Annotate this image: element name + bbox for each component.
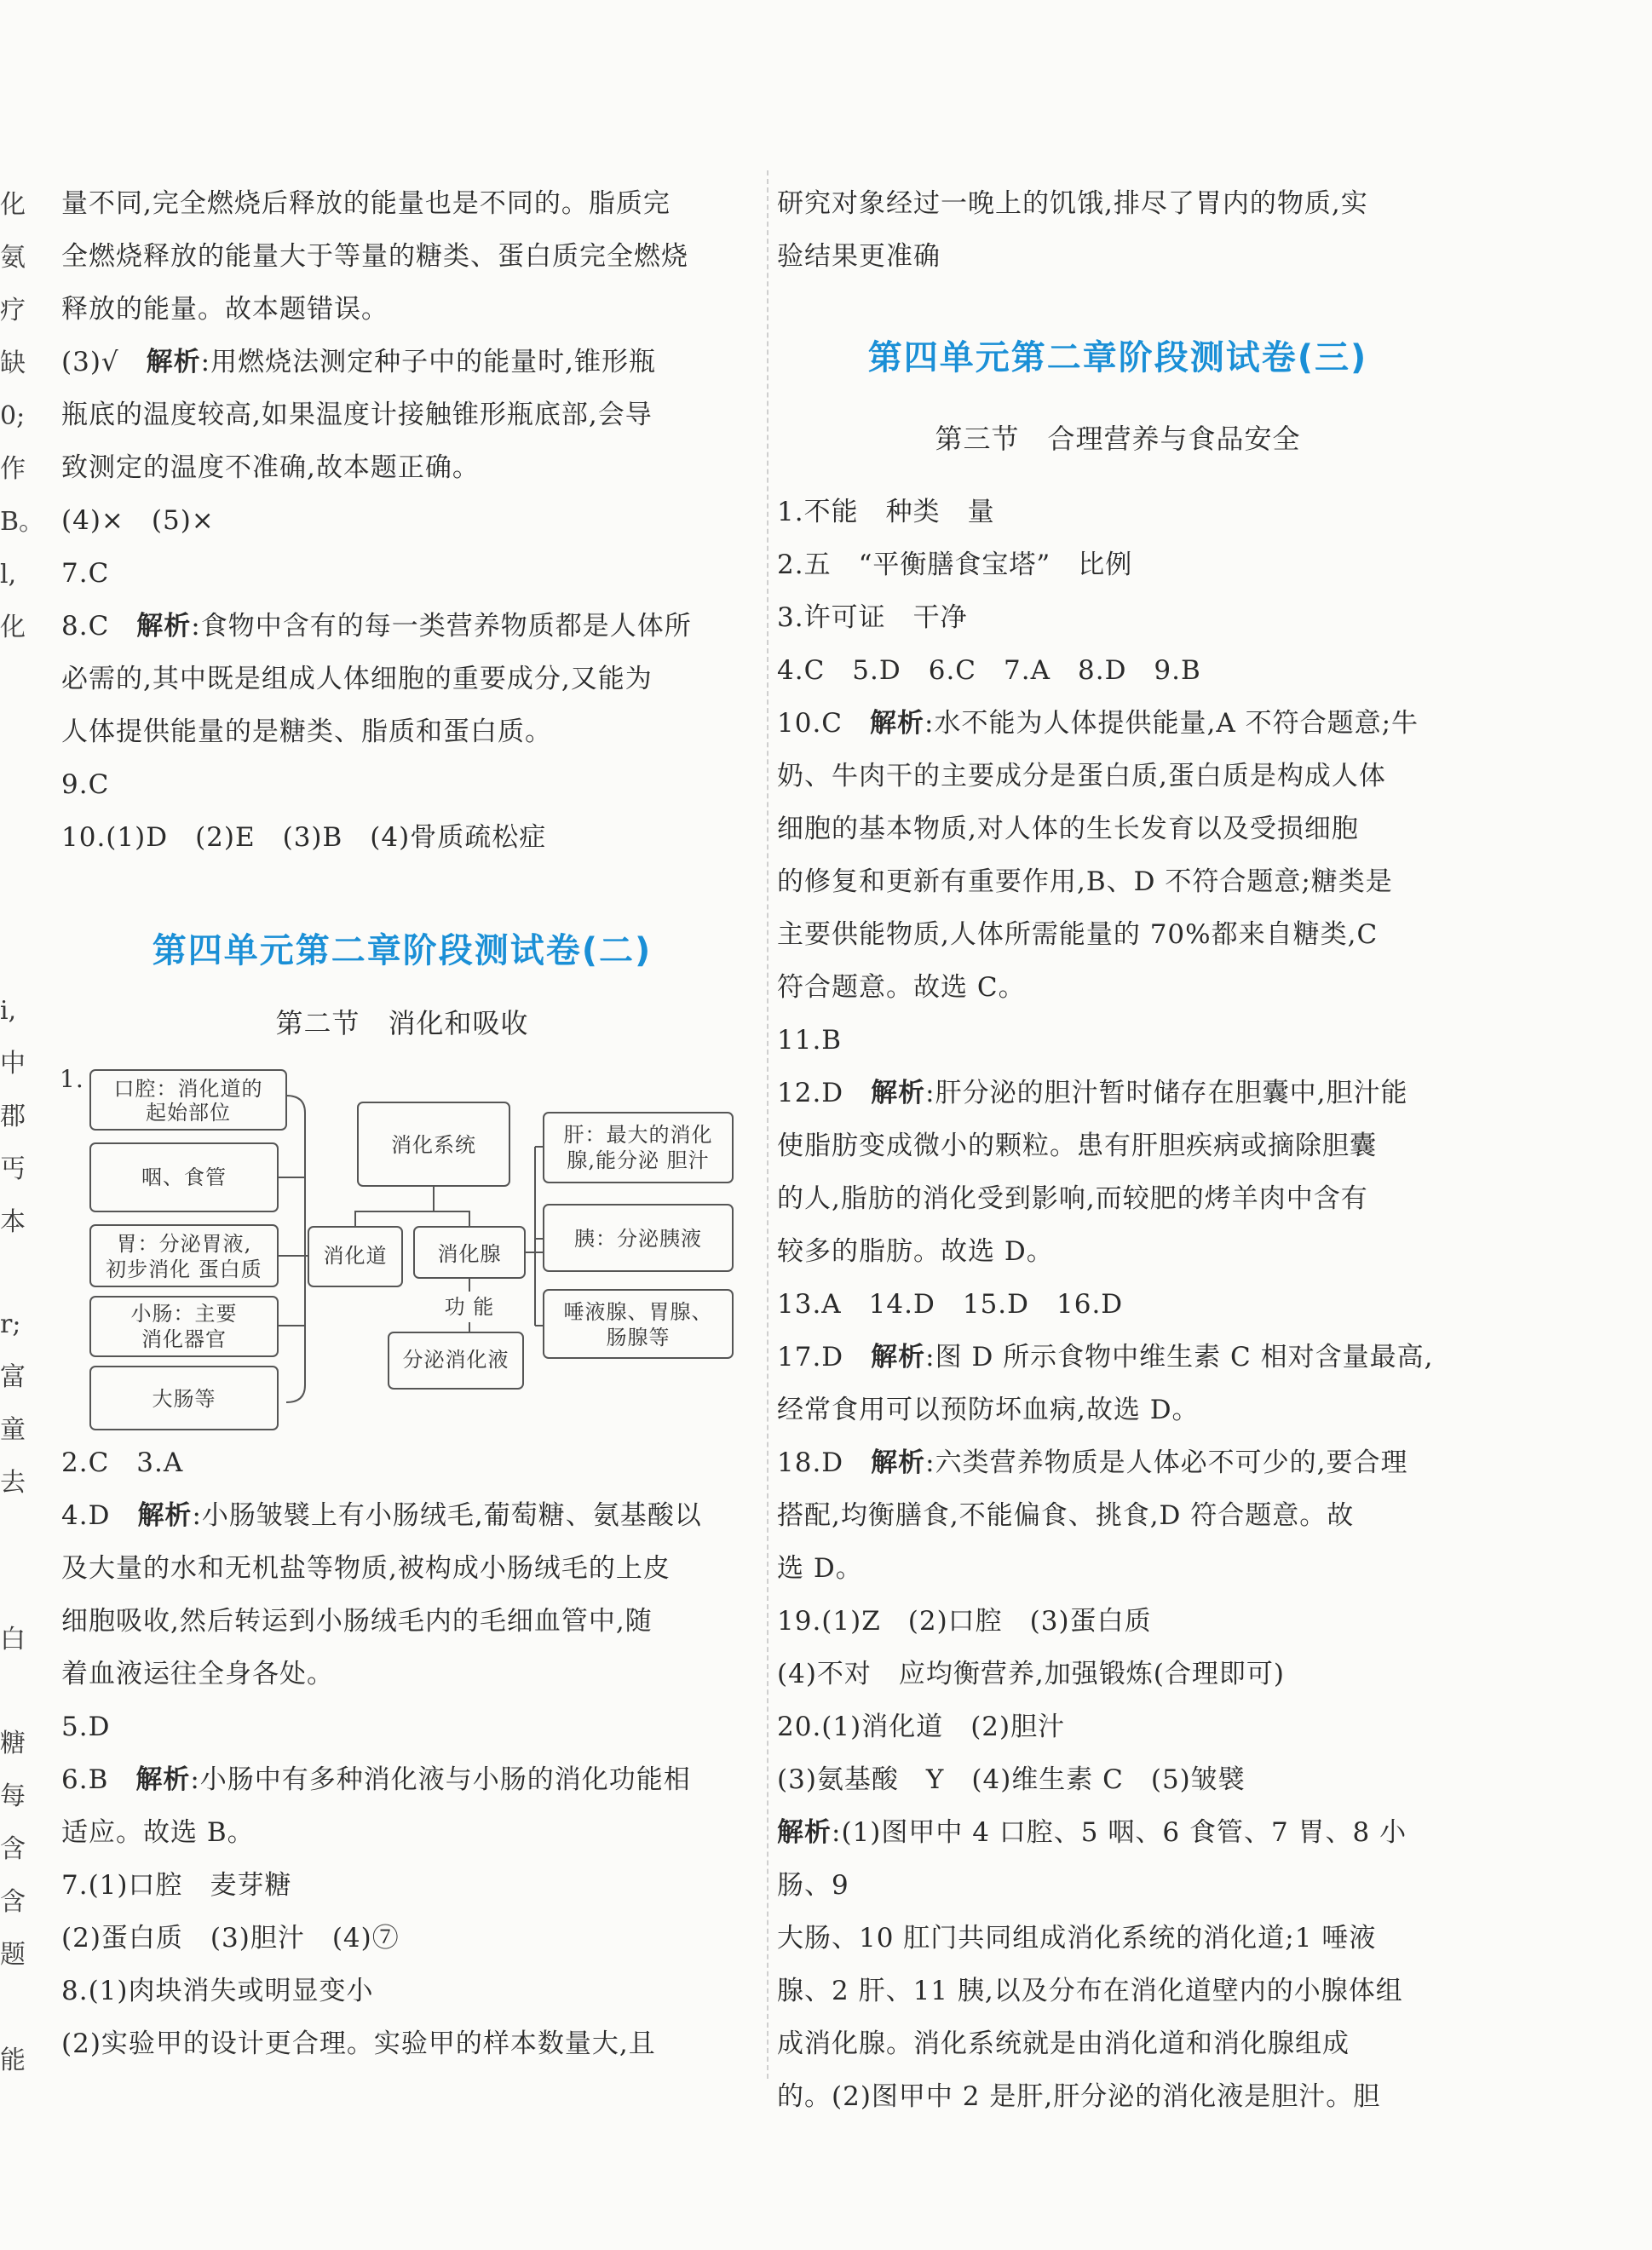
- answer-line: 2.五 “平衡膳食宝塔” 比例: [777, 550, 1133, 580]
- paragraph: 适应。故选 B。: [61, 1817, 255, 1848]
- edge-fragment: r;: [0, 1309, 21, 1339]
- edge-fragment: 白: [0, 1625, 26, 1654]
- edge-fragment: 郡: [0, 1102, 26, 1131]
- small-intestine-line1: 小肠：主要: [130, 1302, 238, 1326]
- left-column: [61, 177, 743, 2070]
- edge-fragment: 作: [0, 454, 26, 484]
- column-divider: [767, 170, 768, 2079]
- digestive-system-label: 消化系统: [391, 1133, 476, 1157]
- answer-line: 13.A 14.D 15.D 16.D: [777, 1289, 1124, 1320]
- paragraph: 使脂肪变成微小的颗粒。患有肝胆疾病或摘除胆囊: [777, 1131, 1377, 1161]
- edge-fragment: i,: [0, 996, 17, 1026]
- answer-line: 3.许可证 干净: [777, 602, 968, 633]
- edge-fragment: 能: [0, 2046, 26, 2075]
- secrete-label: 分泌消化液: [402, 1348, 509, 1372]
- stomach-line1: 胃：分泌胃液,: [116, 1232, 252, 1256]
- right-column: [777, 177, 1459, 2123]
- answer-line: 9.C: [61, 769, 110, 800]
- edge-fragment: 富: [0, 1362, 26, 1392]
- edge-fragment: 含: [0, 1887, 26, 1917]
- pharynx-label: 咽、食管: [141, 1165, 227, 1189]
- answer-line: 1.不能 种类 量: [777, 497, 995, 527]
- answer-line: 5.D: [61, 1712, 111, 1742]
- paragraph: 瓶底的温度较高,如果温度计接触锥形瓶底部,会导: [61, 400, 653, 430]
- paragraph: 经常食用可以预防坏血病,故选 D。: [777, 1395, 1200, 1425]
- liver-line2: 腺,能分泌 胆汁: [567, 1148, 710, 1172]
- answer-line: (3)√ 解析:用燃烧法测定种子中的能量时,锥形瓶: [61, 347, 656, 377]
- paragraph: 研究对象经过一晚上的饥饿,排尽了胃内的物质,实: [777, 188, 1368, 219]
- edge-fragment: 化: [0, 613, 26, 642]
- edge-fragment: 丐: [0, 1154, 26, 1184]
- other-glands-line1: 唾液腺、胃腺、: [563, 1300, 713, 1324]
- paragraph: 及大量的水和无机盐等物质,被构成小肠绒毛的上皮: [61, 1553, 671, 1584]
- small-intestine-line2: 消化器官: [141, 1327, 227, 1351]
- paragraph: 成消化腺。消化系统就是由消化道和消化腺组成: [777, 2028, 1350, 2059]
- answer-line: 17.D 解析:图 D 所示食物中维生素 C 相对含量最高,: [777, 1342, 1434, 1372]
- section-title: 第四单元第二章阶段测试卷(三): [867, 338, 1368, 377]
- paragraph: 大肠、10 肛门共同组成消化系统的消化道;1 唾液: [777, 1923, 1377, 1954]
- paragraph: 验结果更准确: [777, 241, 941, 272]
- section-subtitle: 第二节 消化和吸收: [275, 1007, 529, 1039]
- edge-fragment: 0;: [0, 401, 26, 431]
- paragraph: 致测定的温度不准确,故本题正确。: [61, 452, 480, 483]
- paragraph: 着血液运往全身各处。: [61, 1659, 334, 1689]
- answer-line: 11.B: [777, 1025, 843, 1056]
- paragraph: 选 D。: [777, 1553, 863, 1584]
- edge-fragment: 糖: [0, 1729, 26, 1758]
- liver-line1: 肝：最大的消化: [563, 1123, 713, 1147]
- answer-line: 10.(1)D (2)E (3)B (4)骨质疏松症: [61, 822, 547, 853]
- other-glands-line2: 肠腺等: [606, 1326, 671, 1349]
- edge-fragment: 童: [0, 1415, 26, 1445]
- paragraph: 人体提供能量的是糖类、脂质和蛋白质。: [61, 716, 552, 747]
- paragraph: 腺、2 肝、11 胰,以及分布在消化道壁内的小腺体组: [777, 1976, 1403, 2006]
- paragraph: 奶、牛肉干的主要成分是蛋白质,蛋白质是构成人体: [777, 761, 1386, 791]
- edge-fragment: 每: [0, 1781, 26, 1811]
- pancreas-label: 胰：分泌胰液: [574, 1227, 702, 1251]
- paragraph: 主要供能物质,人体所需能量的 70%都来自糖类,C: [777, 919, 1379, 950]
- edge-fragment: 缺: [0, 348, 26, 378]
- tract-label: 消化道: [323, 1244, 388, 1268]
- paragraph: 搭配,均衡膳食,不能偏食、挑食,D 符合题意。故: [777, 1500, 1355, 1531]
- paragraph: (4)不对 应均衡营养,加强锻炼(合理即可): [777, 1659, 1285, 1689]
- answer-line: 4.D 解析:小肠皱襞上有小肠绒毛,葡萄糖、氨基酸以: [61, 1500, 702, 1531]
- paragraph: 量不同,完全燃烧后释放的能量也是不同的。脂质完: [61, 188, 671, 219]
- answer-line: 2.C 3.A: [61, 1447, 184, 1478]
- paragraph: 必需的,其中既是组成人体细胞的重要成分,又能为: [61, 664, 653, 694]
- answer-line: 18.D 解析:六类营养物质是人体必不可少的,要合理: [777, 1447, 1408, 1478]
- diagram-number: 1.: [60, 1065, 84, 1093]
- answer-line: 7.C: [61, 558, 110, 589]
- answer-line: 10.C 解析:水不能为人体提供能量,A 不符合题意;牛: [777, 708, 1419, 739]
- edge-fragment: B。: [0, 507, 45, 537]
- answer-line: (4)× (5)×: [61, 505, 215, 536]
- paragraph: (2)实验甲的设计更合理。实验甲的样本数量大,且: [61, 2028, 656, 2059]
- answer-line: 20.(1)消化道 (2)胆汁: [777, 1712, 1066, 1742]
- digestive-system-diagram: [58, 1062, 740, 1436]
- edge-fragment: 含: [0, 1834, 26, 1864]
- paragraph: 释放的能量。故本题错误。: [61, 294, 389, 325]
- edge-fragment: 题: [0, 1940, 26, 1970]
- answer-line: 19.(1)Z (2)口腔 (3)蛋白质: [777, 1606, 1152, 1637]
- edge-fragment: 去: [0, 1468, 26, 1498]
- edge-fragment: 疗: [0, 296, 26, 325]
- gland-label: 消化腺: [437, 1242, 502, 1266]
- answer-line: 8.C 解析:食物中含有的每一类营养物质都是人体所: [61, 611, 692, 642]
- edge-fragment: l,: [0, 560, 17, 590]
- edge-fragment: 化: [0, 190, 26, 220]
- answer-line: 解析:(1)图甲中 4 口腔、5 咽、6 食管、7 胃、8 小肠、9: [777, 1817, 1407, 1901]
- stomach-line2: 初步消化 蛋白质: [106, 1257, 262, 1281]
- paragraph: 的。(2)图甲中 2 是肝,肝分泌的消化液是胆汁。胆: [777, 2081, 1381, 2112]
- answer-line: 6.B 解析:小肠中有多种消化液与小肠的消化功能相: [61, 1764, 691, 1795]
- paragraph: (3)氨基酸 Y (4)维生素 C (5)皱襞: [777, 1764, 1246, 1795]
- answer-line: 8.(1)肉块消失或明显变小: [61, 1976, 374, 2006]
- edge-fragment: 氨: [0, 243, 26, 273]
- paragraph: (2)蛋白质 (3)胆汁 (4)⑦: [61, 1923, 400, 1954]
- answer-line: 12.D 解析:肝分泌的胆汁暂时储存在胆囊中,胆汁能: [777, 1078, 1408, 1108]
- paragraph: 全燃烧释放的能量大于等量的糖类、蛋白质完全燃烧: [61, 241, 688, 272]
- function-label: 功 能: [444, 1295, 495, 1319]
- mouth-line1: 口腔：消化道的: [113, 1077, 263, 1101]
- paragraph: 较多的脂肪。故选 D。: [777, 1236, 1054, 1267]
- paragraph: 细胞的基本物质,对人体的生长发育以及受损细胞: [777, 814, 1359, 844]
- answer-line: 7.(1)口腔 麦芽糖: [61, 1870, 292, 1901]
- edge-fragment: 中: [0, 1049, 26, 1079]
- answer-line: 4.C 5.D 6.C 7.A 8.D 9.B: [777, 655, 1201, 686]
- paragraph: 细胞吸收,然后转运到小肠绒毛内的毛细血管中,随: [61, 1606, 653, 1637]
- edge-fragment: 本: [0, 1207, 26, 1237]
- large-intestine-label: 大肠等: [152, 1387, 216, 1411]
- section-title: 第四单元第二章阶段测试卷(二): [152, 931, 653, 970]
- paragraph: 的修复和更新有重要作用,B、D 不符合题意;糖类是: [777, 866, 1393, 897]
- paragraph: 符合题意。故选 C。: [777, 972, 1026, 1003]
- paragraph: 的人,脂肪的消化受到影响,而较肥的烤羊肉中含有: [777, 1183, 1368, 1214]
- section-subtitle: 第三节 合理营养与食品安全: [935, 423, 1301, 455]
- mouth-line2: 起始部位: [146, 1101, 231, 1125]
